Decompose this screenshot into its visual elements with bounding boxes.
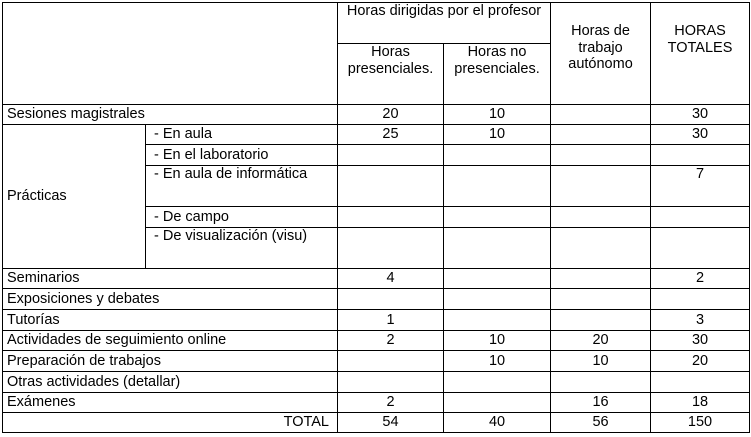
cell-presenciales: 1 xyxy=(338,310,444,331)
table-row xyxy=(3,331,750,351)
row-label: - En el laboratorio xyxy=(146,145,338,166)
row-label: Exposiciones y debates xyxy=(3,289,338,310)
row-label: Sesiones magistrales xyxy=(3,105,338,125)
cell-autonomo xyxy=(551,207,651,228)
total-label: TOTAL xyxy=(3,413,338,433)
cell-no-presenciales: 10 xyxy=(444,105,551,125)
cell-autonomo xyxy=(551,289,651,310)
row-label: Tutorías xyxy=(3,310,338,331)
cell-no-presenciales xyxy=(444,372,551,393)
cell-presenciales: 4 xyxy=(338,269,444,289)
header-presenciales: Horas presenciales. xyxy=(338,44,444,105)
cell-totales xyxy=(651,228,750,269)
cell-totales: 20 xyxy=(651,351,750,372)
cell-autonomo xyxy=(551,105,651,125)
cell-no-presenciales xyxy=(444,289,551,310)
cell-presenciales: 20 xyxy=(338,105,444,125)
cell-totales: 7 xyxy=(651,166,750,207)
total-autonomo: 56 xyxy=(551,413,651,433)
cell-autonomo xyxy=(551,125,651,145)
cell-presenciales xyxy=(338,289,444,310)
cell-totales: 2 xyxy=(651,269,750,289)
total-no-presenciales: 40 xyxy=(444,413,551,433)
table-row xyxy=(3,289,750,310)
cell-no-presenciales: 10 xyxy=(444,351,551,372)
cell-totales: 30 xyxy=(651,125,750,145)
cell-presenciales: 2 xyxy=(338,393,444,413)
table-row xyxy=(3,125,750,145)
row-label: Preparación de trabajos xyxy=(3,351,338,372)
hours-table xyxy=(2,2,750,433)
cell-presenciales xyxy=(338,166,444,207)
total-row xyxy=(3,413,750,433)
header-empty-cell xyxy=(3,3,338,105)
total-totales: 150 xyxy=(651,413,750,433)
row-label: Otras actividades (detallar) xyxy=(3,372,338,393)
cell-presenciales: 2 xyxy=(338,331,444,351)
cell-no-presenciales xyxy=(444,269,551,289)
cell-no-presenciales xyxy=(444,207,551,228)
table-row xyxy=(3,393,750,413)
cell-totales: 30 xyxy=(651,105,750,125)
cell-autonomo: 16 xyxy=(551,393,651,413)
cell-autonomo xyxy=(551,372,651,393)
cell-no-presenciales xyxy=(444,166,551,207)
cell-presenciales xyxy=(338,372,444,393)
cell-no-presenciales xyxy=(444,145,551,166)
table-row xyxy=(3,269,750,289)
row-label: - En aula xyxy=(146,125,338,145)
row-label: Exámenes xyxy=(3,393,338,413)
row-label: - En aula de informática xyxy=(146,166,338,207)
table-row xyxy=(3,310,750,331)
header-totales: HORAS TOTALES xyxy=(651,3,750,105)
cell-autonomo xyxy=(551,145,651,166)
cell-autonomo: 10 xyxy=(551,351,651,372)
cell-presenciales xyxy=(338,351,444,372)
header-autonomo: Horas de trabajo autónomo xyxy=(551,3,651,105)
cell-no-presenciales: 10 xyxy=(444,125,551,145)
cell-autonomo xyxy=(551,310,651,331)
cell-totales xyxy=(651,289,750,310)
cell-autonomo xyxy=(551,228,651,269)
cell-presenciales xyxy=(338,207,444,228)
cell-totales xyxy=(651,372,750,393)
cell-presenciales: 25 xyxy=(338,125,444,145)
cell-no-presenciales xyxy=(444,393,551,413)
header-dirigidas: Horas dirigidas por el profesor xyxy=(338,3,551,44)
row-label: - De visualización (visu) xyxy=(146,228,338,269)
cell-no-presenciales xyxy=(444,228,551,269)
cell-presenciales xyxy=(338,228,444,269)
row-label: Seminarios xyxy=(3,269,338,289)
row-label: - De campo xyxy=(146,207,338,228)
table-row xyxy=(3,372,750,393)
cell-totales xyxy=(651,207,750,228)
cell-no-presenciales xyxy=(444,310,551,331)
table-row xyxy=(3,105,750,125)
cell-totales xyxy=(651,145,750,166)
cell-autonomo xyxy=(551,269,651,289)
cell-autonomo: 20 xyxy=(551,331,651,351)
header-no-presenciales: Horas no presenciales. xyxy=(444,44,551,105)
cell-totales: 30 xyxy=(651,331,750,351)
cell-no-presenciales: 10 xyxy=(444,331,551,351)
practicas-label: Prácticas xyxy=(3,125,146,269)
row-label: Actividades de seguimiento online xyxy=(3,331,338,351)
cell-autonomo xyxy=(551,166,651,207)
total-presenciales: 54 xyxy=(338,413,444,433)
table-row xyxy=(3,351,750,372)
cell-totales: 3 xyxy=(651,310,750,331)
cell-presenciales xyxy=(338,145,444,166)
cell-totales: 18 xyxy=(651,393,750,413)
